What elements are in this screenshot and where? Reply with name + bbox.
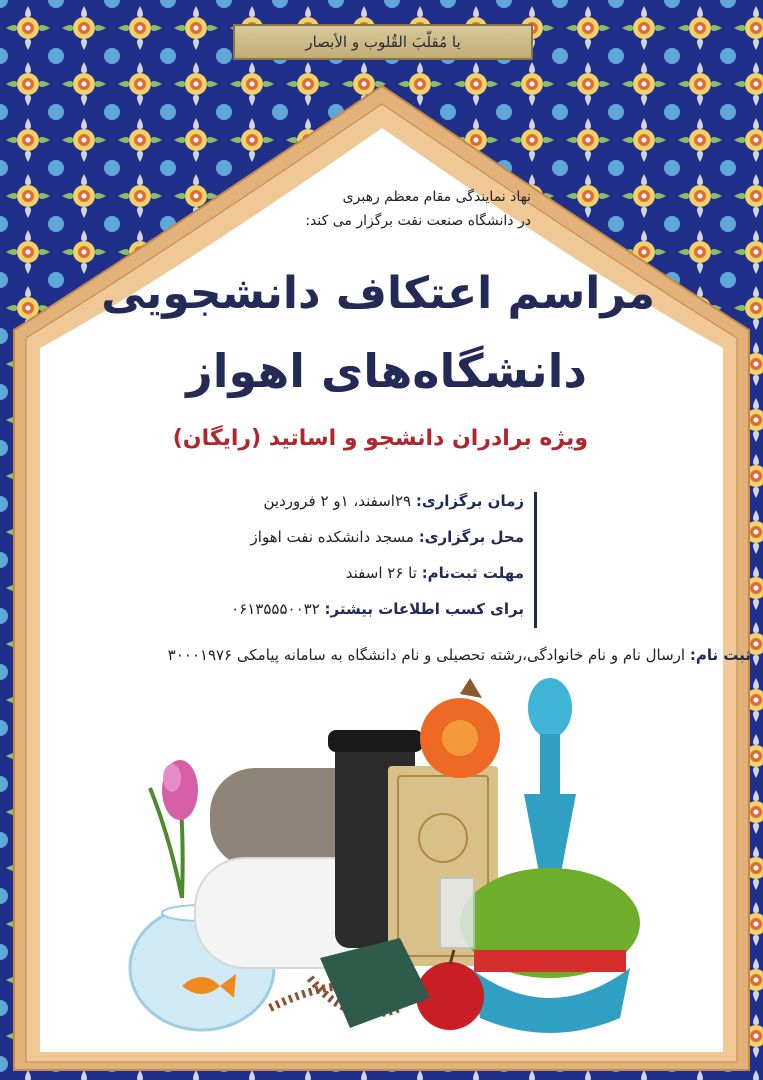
orange-flower-icon xyxy=(420,678,500,778)
organizer-line-1: نهاد نمایندگی مقام معظم رهبری xyxy=(342,189,531,205)
page-title-line-1: مراسم اعتکاف دانشجویی xyxy=(101,268,655,319)
blue-lamp-icon xyxy=(524,678,576,878)
subtitle: ویژه برادران دانشجو و اساتید (رایگان) xyxy=(172,426,588,451)
page-title-line-2: دانشگاه‌های اهواز xyxy=(186,344,587,398)
organizer-line-2: در دانشگاه صنعت نفت برگزار می کند: xyxy=(305,213,531,229)
flower-vase-icon xyxy=(150,760,198,898)
detail-contact: برای کسب اطلاعات بیشتر: ۰۶۱۳۵۵۵۰۰۳۲ xyxy=(231,600,524,618)
water-glass-icon xyxy=(440,878,474,948)
sabzeh-greens-icon xyxy=(460,868,640,1033)
event-details xyxy=(228,492,537,628)
calligraphy-banner: یا مُقلّبَ القُلوب و الأبصار xyxy=(233,24,533,60)
detail-time: زمان برگزاری: ۲۹اسفند، ۱و ۲ فروردین xyxy=(263,492,524,510)
detail-deadline: مهلت ثبت‌نام: تا ۲۶ اسفند xyxy=(345,564,524,582)
registration-info: ثبت نام: ارسال نام و نام خانوادگی،رشته تحصیلی و نام دانشگاه به سامانه پیامکی ۳۰۰۰۱۹۷۶ xyxy=(167,646,751,664)
detail-location: محل برگزاری: مسجد دانشکده نفت اهواز xyxy=(250,528,524,546)
itikaf-items-illustration xyxy=(110,668,650,1058)
